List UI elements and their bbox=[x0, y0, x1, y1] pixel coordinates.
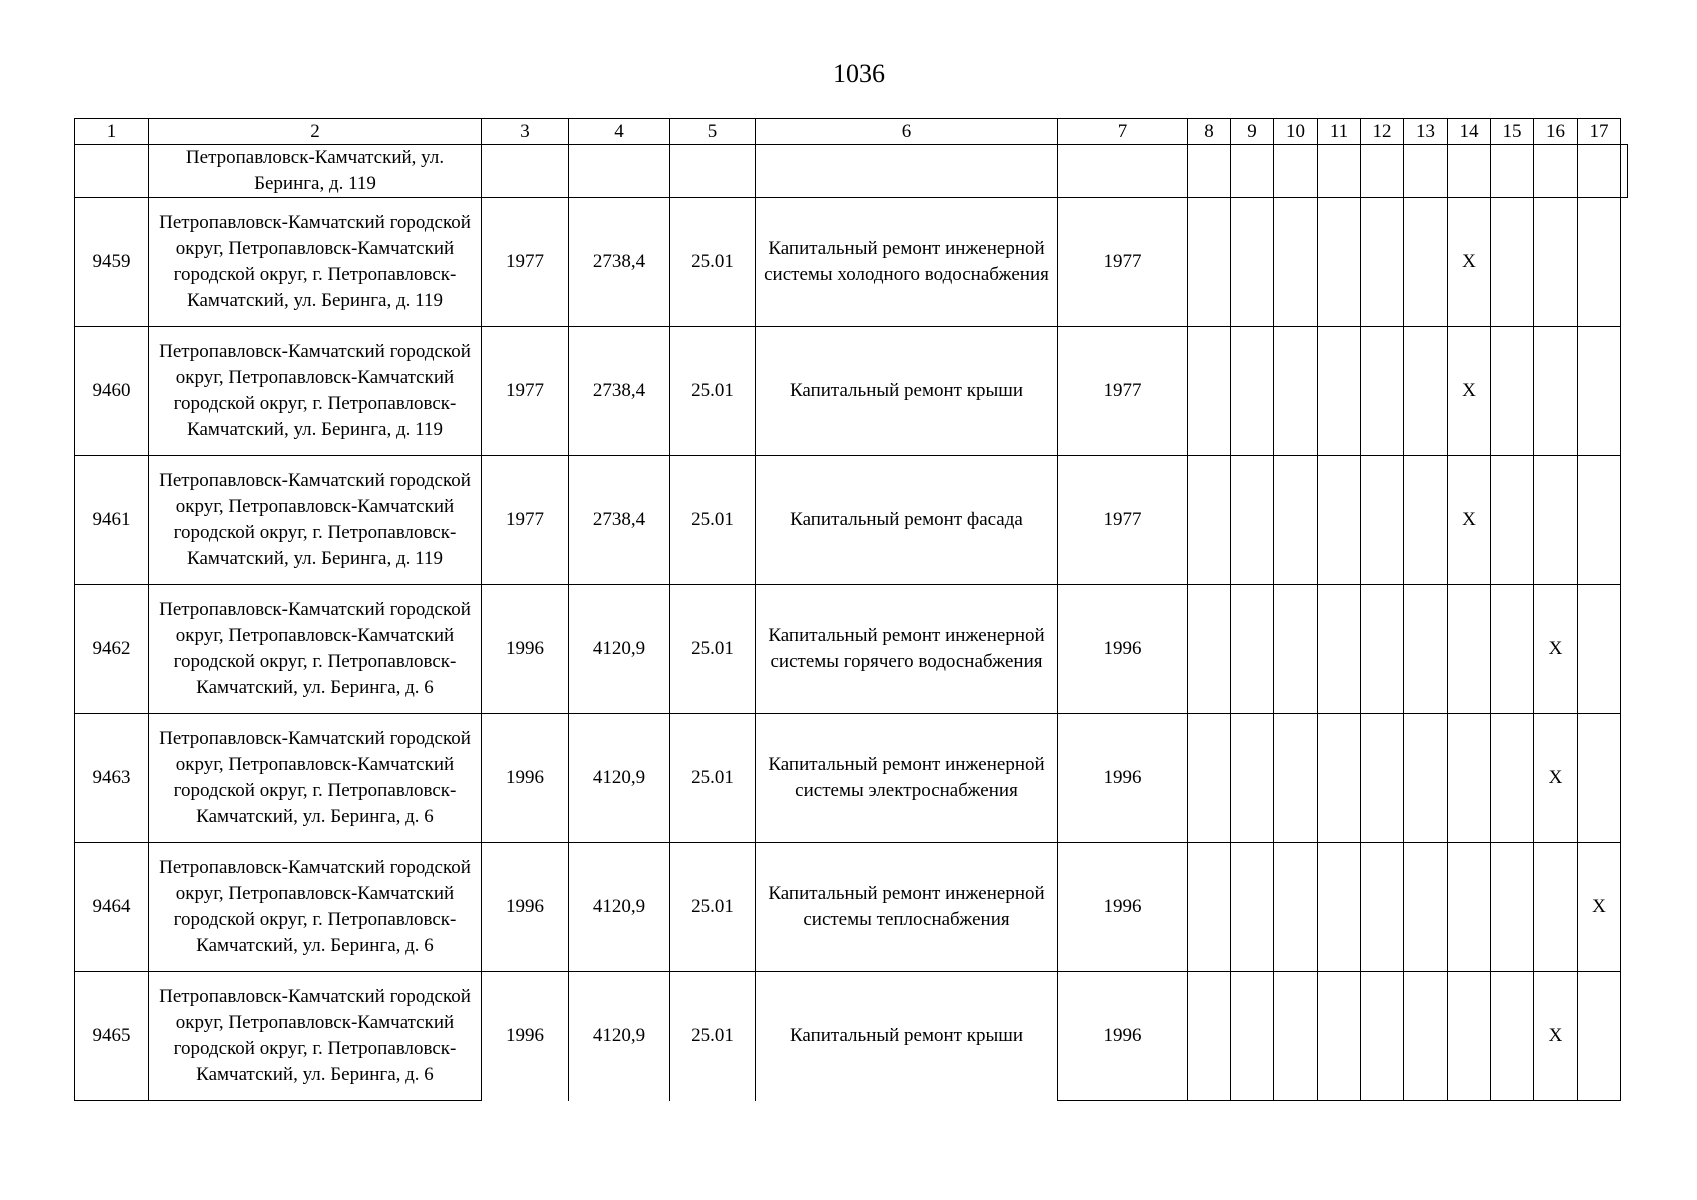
mark-cell-col-13 bbox=[1404, 714, 1448, 843]
mark-cell-col-13 bbox=[1404, 585, 1448, 714]
area-cell: 4120,9 bbox=[569, 972, 670, 1101]
address-cell: Петропавловск-Камчатский городской округ, Петропавловск-Камчатский городской округ, г. Петропавловск-Камчатский, ул. Беринга, д. 6 bbox=[149, 714, 482, 843]
work-type-cell: Капитальный ремонт инженерной системы горячего водоснабжения bbox=[756, 585, 1058, 714]
header-cell: 17 bbox=[1578, 119, 1621, 145]
mark-cell-col-12 bbox=[1361, 843, 1404, 972]
mark-cell-col-13 bbox=[1404, 972, 1448, 1101]
mark-cell-col-14: X bbox=[1448, 327, 1491, 456]
table-row bbox=[75, 456, 1628, 585]
empty-cell bbox=[756, 145, 1058, 198]
table-row bbox=[75, 198, 1628, 327]
address-cell: Петропавловск-Камчатский городской округ, Петропавловск-Камчатский городской округ, г. Петропавловск-Камчатский, ул. Беринга, д. 119 bbox=[149, 327, 482, 456]
mark-cell-col-14 bbox=[1448, 843, 1491, 972]
work-type-cell: Капитальный ремонт инженерной системы электроснабжения bbox=[756, 714, 1058, 843]
empty-cell bbox=[1058, 145, 1188, 198]
mark-cell-col-12 bbox=[1361, 198, 1404, 327]
area-cell: 4120,9 bbox=[569, 843, 670, 972]
mark-cell-col-16: X bbox=[1534, 714, 1578, 843]
empty-cell bbox=[1188, 145, 1231, 198]
mark-cell-col-14: X bbox=[1448, 198, 1491, 327]
header-cell: 16 bbox=[1534, 119, 1578, 145]
code-cell: 25.01 bbox=[670, 456, 756, 585]
mark-cell-col-8 bbox=[1188, 972, 1231, 1101]
mark-cell-col-9 bbox=[1231, 198, 1274, 327]
mark-cell-col-13 bbox=[1404, 198, 1448, 327]
table-row bbox=[75, 327, 1628, 456]
mark-cell-col-11 bbox=[1318, 585, 1361, 714]
address-cell: Петропавловск-Камчатский городской округ, Петропавловск-Камчатский городской округ, г. Петропавловск-Камчатский, ул. Беринга, д. 6 bbox=[149, 585, 482, 714]
year-last-cell: 1996 bbox=[1058, 972, 1188, 1101]
mark-cell-col-14: X bbox=[1448, 456, 1491, 585]
mark-cell-col-17 bbox=[1578, 198, 1621, 327]
header-cell: 12 bbox=[1361, 119, 1404, 145]
row-number-cell: 9463 bbox=[75, 714, 149, 843]
year-built-cell: 1996 bbox=[482, 972, 569, 1101]
mark-cell-col-10 bbox=[1274, 327, 1318, 456]
mark-cell-col-17 bbox=[1578, 714, 1621, 843]
empty-cell bbox=[1274, 145, 1318, 198]
year-built-cell: 1996 bbox=[482, 843, 569, 972]
year-built-cell: 1996 bbox=[482, 585, 569, 714]
empty-cell bbox=[1448, 145, 1491, 198]
mark-cell-col-15 bbox=[1491, 456, 1534, 585]
row-number-cell: 9459 bbox=[75, 198, 149, 327]
mark-cell-col-15 bbox=[1491, 714, 1534, 843]
area-cell: 4120,9 bbox=[569, 714, 670, 843]
mark-cell-col-8 bbox=[1188, 198, 1231, 327]
address-cell: Петропавловск-Камчатский городской округ, Петропавловск-Камчатский городской округ, г. Петропавловск-Камчатский, ул. Беринга, д. 119 bbox=[149, 456, 482, 585]
mark-cell-col-10 bbox=[1274, 456, 1318, 585]
mark-cell-col-11 bbox=[1318, 198, 1361, 327]
mark-cell-col-11 bbox=[1318, 714, 1361, 843]
work-type-cell: Капитальный ремонт инженерной системы холодного водоснабжения bbox=[756, 198, 1058, 327]
mark-cell-col-17 bbox=[1578, 456, 1621, 585]
work-type-cell: Капитальный ремонт фасада bbox=[756, 456, 1058, 585]
row-number-cell: 9462 bbox=[75, 585, 149, 714]
mark-cell-col-9 bbox=[1231, 714, 1274, 843]
header-cell: 1 bbox=[75, 119, 149, 145]
address-cell: Петропавловск-Камчатский городской округ, Петропавловск-Камчатский городской округ, г. Петропавловск-Камчатский, ул. Беринга, д. 6 bbox=[149, 972, 482, 1101]
header-cell: 4 bbox=[569, 119, 670, 145]
area-cell: 2738,4 bbox=[569, 327, 670, 456]
mark-cell-col-15 bbox=[1491, 327, 1534, 456]
mark-cell-col-15 bbox=[1491, 972, 1534, 1101]
empty-cell bbox=[1491, 145, 1534, 198]
address-cell: Петропавловск-Камчатский городской округ, Петропавловск-Камчатский городской округ, г. Петропавловск-Камчатский, ул. Беринга, д. 119 bbox=[149, 198, 482, 327]
year-built-cell: 1977 bbox=[482, 198, 569, 327]
row-number-cell bbox=[75, 145, 149, 198]
mark-cell-col-16 bbox=[1534, 198, 1578, 327]
mark-cell-col-8 bbox=[1188, 714, 1231, 843]
header-row bbox=[75, 119, 1628, 145]
mark-cell-col-8 bbox=[1188, 327, 1231, 456]
empty-cell bbox=[1534, 145, 1578, 198]
area-cell: 2738,4 bbox=[569, 198, 670, 327]
mark-cell-col-8 bbox=[1188, 456, 1231, 585]
empty-cell bbox=[482, 145, 569, 198]
mark-cell-col-16 bbox=[1534, 456, 1578, 585]
header-cell: 3 bbox=[482, 119, 569, 145]
mark-cell-col-17 bbox=[1578, 972, 1621, 1101]
mark-cell-col-8 bbox=[1188, 585, 1231, 714]
mark-cell-col-13 bbox=[1404, 456, 1448, 585]
table-row bbox=[75, 714, 1628, 843]
header-cell: 7 bbox=[1058, 119, 1188, 145]
mark-cell-col-16: X bbox=[1534, 585, 1578, 714]
mark-cell-col-15 bbox=[1491, 198, 1534, 327]
mark-cell-col-9 bbox=[1231, 843, 1274, 972]
header-cell: 6 bbox=[756, 119, 1058, 145]
empty-cell bbox=[1318, 145, 1361, 198]
empty-cell bbox=[1231, 145, 1274, 198]
mark-cell-col-14 bbox=[1448, 972, 1491, 1101]
code-cell: 25.01 bbox=[670, 198, 756, 327]
area-cell: 2738,4 bbox=[569, 456, 670, 585]
work-type-cell: Капитальный ремонт крыши bbox=[756, 972, 1058, 1101]
header-cell: 8 bbox=[1188, 119, 1231, 145]
empty-cell bbox=[1621, 145, 1628, 198]
address-cell: Петропавловск-Камчатский городской округ, Петропавловск-Камчатский городской округ, г. Петропавловск-Камчатский, ул. Беринга, д. 6 bbox=[149, 843, 482, 972]
mark-cell-col-11 bbox=[1318, 327, 1361, 456]
mark-cell-col-10 bbox=[1274, 714, 1318, 843]
row-number-cell: 9460 bbox=[75, 327, 149, 456]
empty-cell bbox=[670, 145, 756, 198]
row-number-cell: 9461 bbox=[75, 456, 149, 585]
mark-cell-col-9 bbox=[1231, 327, 1274, 456]
mark-cell-col-12 bbox=[1361, 972, 1404, 1101]
mark-cell-col-10 bbox=[1274, 198, 1318, 327]
mark-cell-col-12 bbox=[1361, 714, 1404, 843]
mark-cell-col-17 bbox=[1578, 585, 1621, 714]
row-number-cell: 9464 bbox=[75, 843, 149, 972]
mark-cell-col-10 bbox=[1274, 972, 1318, 1101]
year-last-cell: 1977 bbox=[1058, 456, 1188, 585]
table-row bbox=[75, 843, 1628, 972]
mark-cell-col-16 bbox=[1534, 843, 1578, 972]
year-built-cell: 1977 bbox=[482, 456, 569, 585]
code-cell: 25.01 bbox=[670, 585, 756, 714]
mark-cell-col-14 bbox=[1448, 585, 1491, 714]
code-cell: 25.01 bbox=[670, 972, 756, 1101]
mark-cell-col-11 bbox=[1318, 456, 1361, 585]
mark-cell-col-9 bbox=[1231, 456, 1274, 585]
work-type-cell: Капитальный ремонт крыши bbox=[756, 327, 1058, 456]
empty-cell bbox=[1404, 145, 1448, 198]
header-cell: 14 bbox=[1448, 119, 1491, 145]
header-cell: 15 bbox=[1491, 119, 1534, 145]
mark-cell-col-9 bbox=[1231, 972, 1274, 1101]
code-cell: 25.01 bbox=[670, 327, 756, 456]
year-last-cell: 1996 bbox=[1058, 714, 1188, 843]
work-type-cell: Капитальный ремонт инженерной системы теплоснабжения bbox=[756, 843, 1058, 972]
year-last-cell: 1977 bbox=[1058, 327, 1188, 456]
mark-cell-col-16: X bbox=[1534, 972, 1578, 1101]
empty-cell bbox=[569, 145, 670, 198]
header-cell: 2 bbox=[149, 119, 482, 145]
year-built-cell: 1977 bbox=[482, 327, 569, 456]
header-cell: 9 bbox=[1231, 119, 1274, 145]
mark-cell-col-11 bbox=[1318, 843, 1361, 972]
mark-cell-col-13 bbox=[1404, 843, 1448, 972]
mark-cell-col-17: X bbox=[1578, 843, 1621, 972]
table-row bbox=[75, 585, 1628, 714]
header-cell: 13 bbox=[1404, 119, 1448, 145]
area-cell: 4120,9 bbox=[569, 585, 670, 714]
address-cell: Петропавловск-Камчатский, ул. Беринга, д. 119 bbox=[149, 145, 482, 198]
mark-cell-col-12 bbox=[1361, 585, 1404, 714]
mark-cell-col-10 bbox=[1274, 843, 1318, 972]
header-cell: 10 bbox=[1274, 119, 1318, 145]
mark-cell-col-11 bbox=[1318, 972, 1361, 1101]
mark-cell-col-14 bbox=[1448, 714, 1491, 843]
mark-cell-col-16 bbox=[1534, 327, 1578, 456]
code-cell: 25.01 bbox=[670, 714, 756, 843]
year-last-cell: 1977 bbox=[1058, 198, 1188, 327]
table-row bbox=[75, 972, 1628, 1101]
year-last-cell: 1996 bbox=[1058, 585, 1188, 714]
mark-cell-col-12 bbox=[1361, 456, 1404, 585]
header-cell: 11 bbox=[1318, 119, 1361, 145]
empty-cell bbox=[1578, 145, 1621, 198]
page-number: 1036 bbox=[833, 59, 885, 88]
register-table bbox=[74, 118, 1628, 1101]
mark-cell-col-9 bbox=[1231, 585, 1274, 714]
mark-cell-col-15 bbox=[1491, 843, 1534, 972]
empty-cell bbox=[1361, 145, 1404, 198]
mark-cell-col-10 bbox=[1274, 585, 1318, 714]
mark-cell-col-12 bbox=[1361, 327, 1404, 456]
year-last-cell: 1996 bbox=[1058, 843, 1188, 972]
code-cell: 25.01 bbox=[670, 843, 756, 972]
mark-cell-col-17 bbox=[1578, 327, 1621, 456]
mark-cell-col-15 bbox=[1491, 585, 1534, 714]
row-number-cell: 9465 bbox=[75, 972, 149, 1101]
mark-cell-col-13 bbox=[1404, 327, 1448, 456]
mark-cell-col-8 bbox=[1188, 843, 1231, 972]
continuation-row bbox=[75, 145, 1628, 198]
year-built-cell: 1996 bbox=[482, 714, 569, 843]
header-cell: 5 bbox=[670, 119, 756, 145]
